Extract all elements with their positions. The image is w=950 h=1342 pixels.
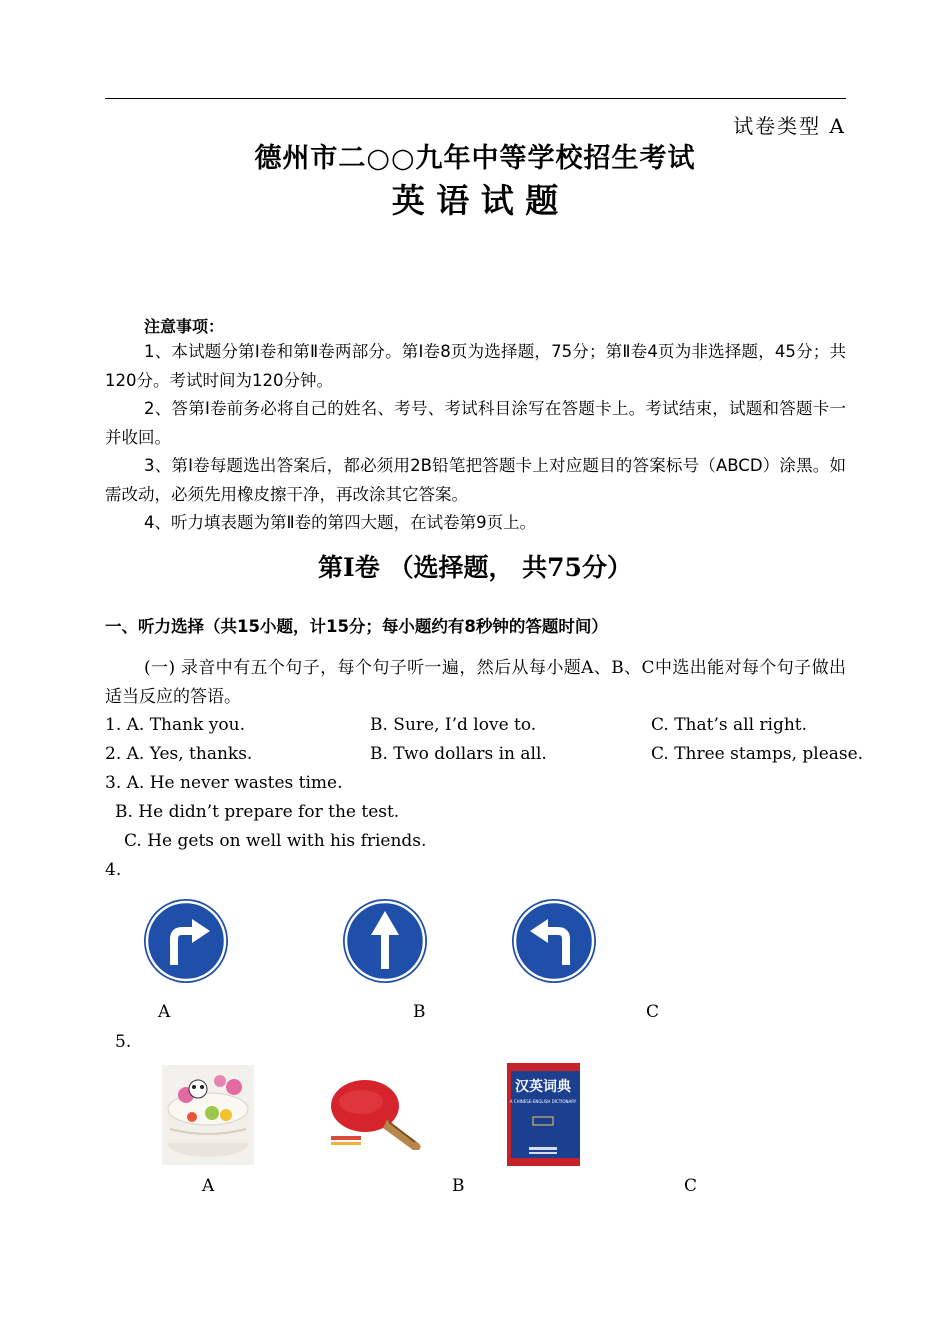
note-item: 2、答第Ⅰ卷前务必将自己的姓名、考号、考试科目涂写在答题卡上。考试结束，试题和答题卡一并收回。 xyxy=(105,399,846,447)
exam-title: 德州市二○○九年中等学校招生考试 xyxy=(254,143,696,174)
q3-option-c: C. He gets on well with his friends. xyxy=(124,831,427,851)
q4-label-b: B xyxy=(413,1002,426,1022)
note-item: 3、第Ⅰ卷每题选出答案后，都必须用2B铅笔把答题卡上对应题目的答案标号（ABCD）涂黑。如需改动，必须先用橡皮擦干净，再改涂其它答案。 xyxy=(105,456,846,504)
q1-option-a: 1. A. Thank you. xyxy=(105,715,245,735)
q5-label-c: C xyxy=(684,1176,698,1196)
intro-text: (一) 录音中有五个句子，每个句子听一遍，然后从每小题A、B、C中选出能对每个句子做出适当反应的答语。 xyxy=(105,658,846,707)
q5-label-a: A xyxy=(202,1176,215,1196)
turn-right-sign-icon xyxy=(142,897,230,985)
section1-intro xyxy=(105,654,846,712)
part1-title: 第Ⅰ卷 （选择题， 共75分） xyxy=(318,553,632,582)
dictionary-subtitle: A CHINESE-ENGLISH DICTIONARY xyxy=(509,1099,577,1104)
q3-option-b: B. He didn’t prepare for the test. xyxy=(115,802,400,822)
subject-title: 英 语 试 题 xyxy=(391,181,559,220)
q4-number: 4. xyxy=(105,860,122,880)
q3-option-a: 3. A. He never wastes time. xyxy=(105,773,343,793)
section1-heading: 一、听力选择（共15小题，计15分；每小题约有8秒钟的答题时间） xyxy=(105,617,608,636)
q5-label-b: B xyxy=(452,1176,465,1196)
q2-option-b: B. Two dollars in all. xyxy=(370,744,547,764)
q1-option-b: B. Sure, I’d love to. xyxy=(370,715,537,735)
go-straight-sign-icon xyxy=(341,897,429,985)
notes-heading: 注意事项： xyxy=(144,317,225,336)
header-rule xyxy=(105,98,846,99)
dictionary-image xyxy=(507,1063,580,1166)
turn-left-sign-icon xyxy=(510,897,598,985)
q2-option-c: C. Three stamps, please. xyxy=(651,744,864,764)
dictionary-title: 汉英词典 xyxy=(515,1079,571,1095)
q2-option-a: 2. A. Yes, thanks. xyxy=(105,744,253,764)
note-item: 1、本试题分第Ⅰ卷和第Ⅱ卷两部分。第Ⅰ卷8页为选择题，75分；第Ⅱ卷4页为非选择题，45分；共120分。考试时间为120分钟。 xyxy=(105,342,846,390)
q4-label-c: C xyxy=(646,1002,660,1022)
q4-label-a: A xyxy=(158,1002,171,1022)
note-item: 4、听力填表题为第Ⅱ卷的第四大题，在试卷第9页上。 xyxy=(144,513,537,532)
ping-pong-paddle-image xyxy=(325,1072,427,1152)
q1-option-c: C. That’s all right. xyxy=(651,715,808,735)
q5-number: 5. xyxy=(115,1032,132,1052)
notes-list xyxy=(105,338,846,538)
birthday-cake-image xyxy=(162,1065,254,1165)
paper-type: 试卷类型 A xyxy=(733,114,846,138)
